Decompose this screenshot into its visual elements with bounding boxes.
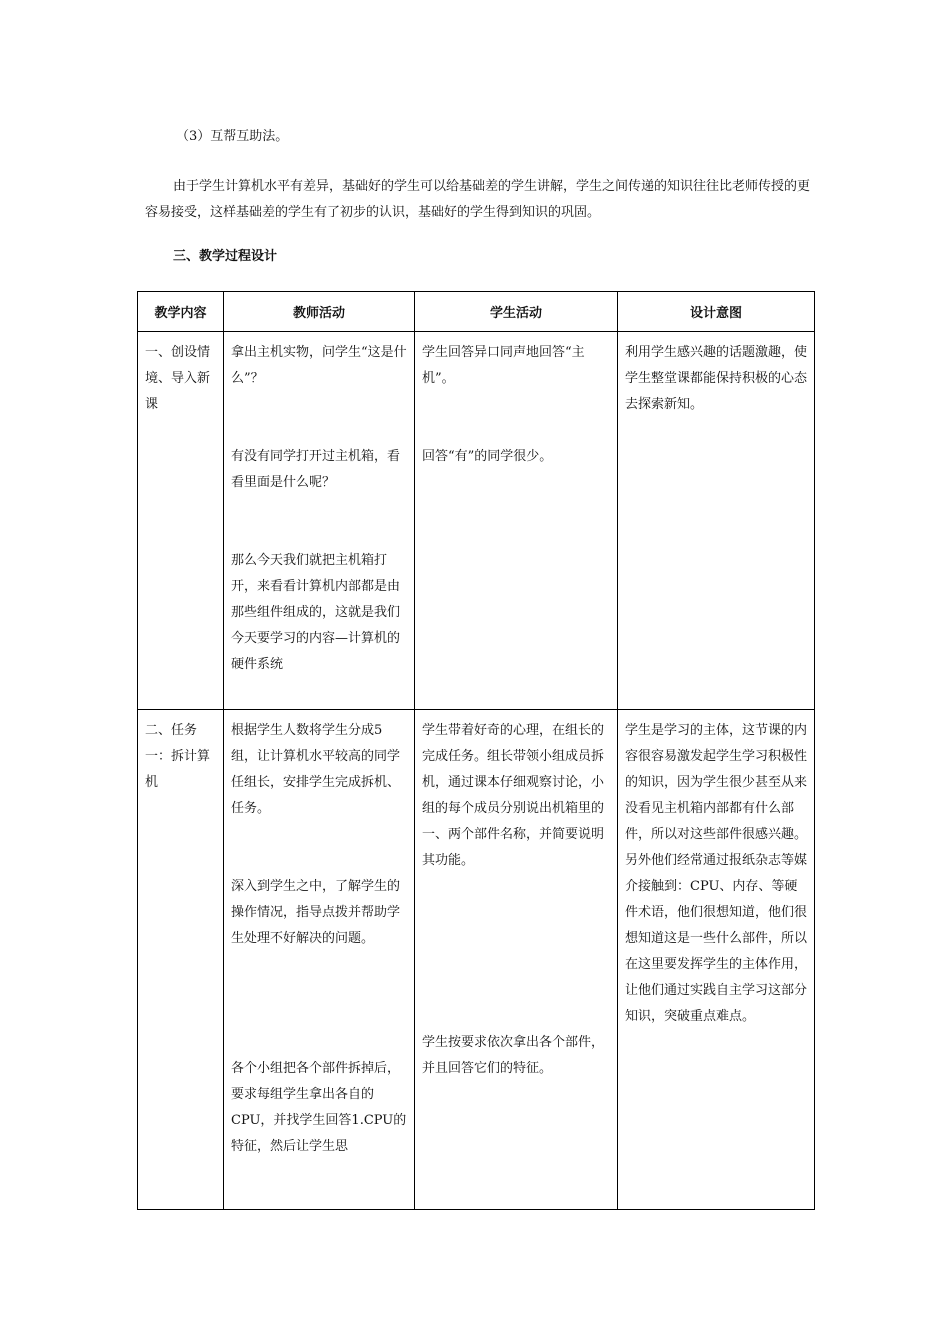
row2-student-cell: [415, 710, 618, 1210]
row2-teacher-3: 各个小组把各个部件拆掉后，要求每组学生拿出各自的CPU，并找学生回答1.CPU的特征，然后让学生思: [231, 1061, 407, 1154]
teaching-process-table: [137, 291, 815, 1210]
row1-student-1: 学生回答异口同声地回答“主机”。: [422, 345, 585, 386]
header-student: 学生活动: [415, 292, 618, 332]
row1-intent-cell: [618, 332, 815, 710]
section-title: 三、教学过程设计: [173, 249, 278, 264]
row2-teacher-1: 根据学生人数将学生分成5组，让计算机水平较高的同学任组长，安排学生完成拆机、任务。: [231, 723, 401, 816]
row2-intent: 学生是学习的主体，这节课的内容很容易激发起学生学习积极性的知识，因为学生很少甚至从来没看见主机箱内部都有什么部件，所以对这些部件很感兴趣。另外他们经常通过报纸杂志等媒介接触到：CPU、内存、等硬件术语，他们很想知道，他们很想知道这是一些什么部件，所以在这里要发挥学生的主体作用，让他们通过实践自主学习这部分知识，突破重点难点。: [625, 723, 808, 1024]
row2-student-1: 学生带着好奇的心理，在组长的完成任务。组长带领小组成员拆机，通过课本仔细观察讨论，小组的每个成员分别说出机箱里的一、两个部件名称，并简要说明其功能。: [422, 723, 605, 868]
row2-teacher-cell: [224, 710, 415, 1210]
row2-student-2: 学生按要求依次拿出各个部件，并且回答它们的特征。: [422, 1035, 605, 1076]
table-row: [138, 332, 815, 710]
row2-teacher-2: 深入到学生之中，了解学生的操作情况，指导点拨并帮助学生处理不好解决的问题。: [231, 879, 401, 946]
table-row: [138, 710, 815, 1210]
row2-intent-cell: [618, 710, 815, 1210]
row1-intent: 利用学生感兴趣的话题激趣，使学生整堂课都能保持积极的心态去探索新知。: [625, 345, 808, 412]
method-description: 由于学生计算机水平有差异，基础好的学生可以给基础差的学生讲解，学生之间传递的知识往往比老师传授的更容易接受，这样基础差的学生有了初步的认识，基础好的学生得到知识的巩固。: [145, 179, 811, 220]
header-content: 教学内容: [138, 292, 224, 332]
row1-content: 一、创设情境、导入新课: [145, 345, 211, 412]
row1-student-cell: [415, 332, 618, 710]
row1-teacher-3: 那么今天我们就把主机箱打开，来看看计算机内部都是由那些组件组成的，这就是我们今天要学习的内容—计算机的硬件系统: [231, 553, 401, 672]
row2-content: 二、任务一：拆计算机: [145, 723, 211, 790]
method-heading: （3）互帮互助法。: [176, 129, 289, 144]
row1-student-2: 回答“有”的同学很少。: [422, 449, 553, 464]
row1-content-cell: [138, 332, 224, 710]
row1-teacher-cell: [224, 332, 415, 710]
row2-content-cell: [138, 710, 224, 1210]
header-intent: 设计意图: [618, 292, 815, 332]
row1-teacher-1: 拿出主机实物，问学生“这是什么”？: [231, 345, 407, 386]
row1-teacher-2: 有没有同学打开过主机箱，看看里面是什么呢？: [231, 449, 401, 490]
header-teacher: 教师活动: [224, 292, 415, 332]
table-header-row: [138, 292, 815, 332]
